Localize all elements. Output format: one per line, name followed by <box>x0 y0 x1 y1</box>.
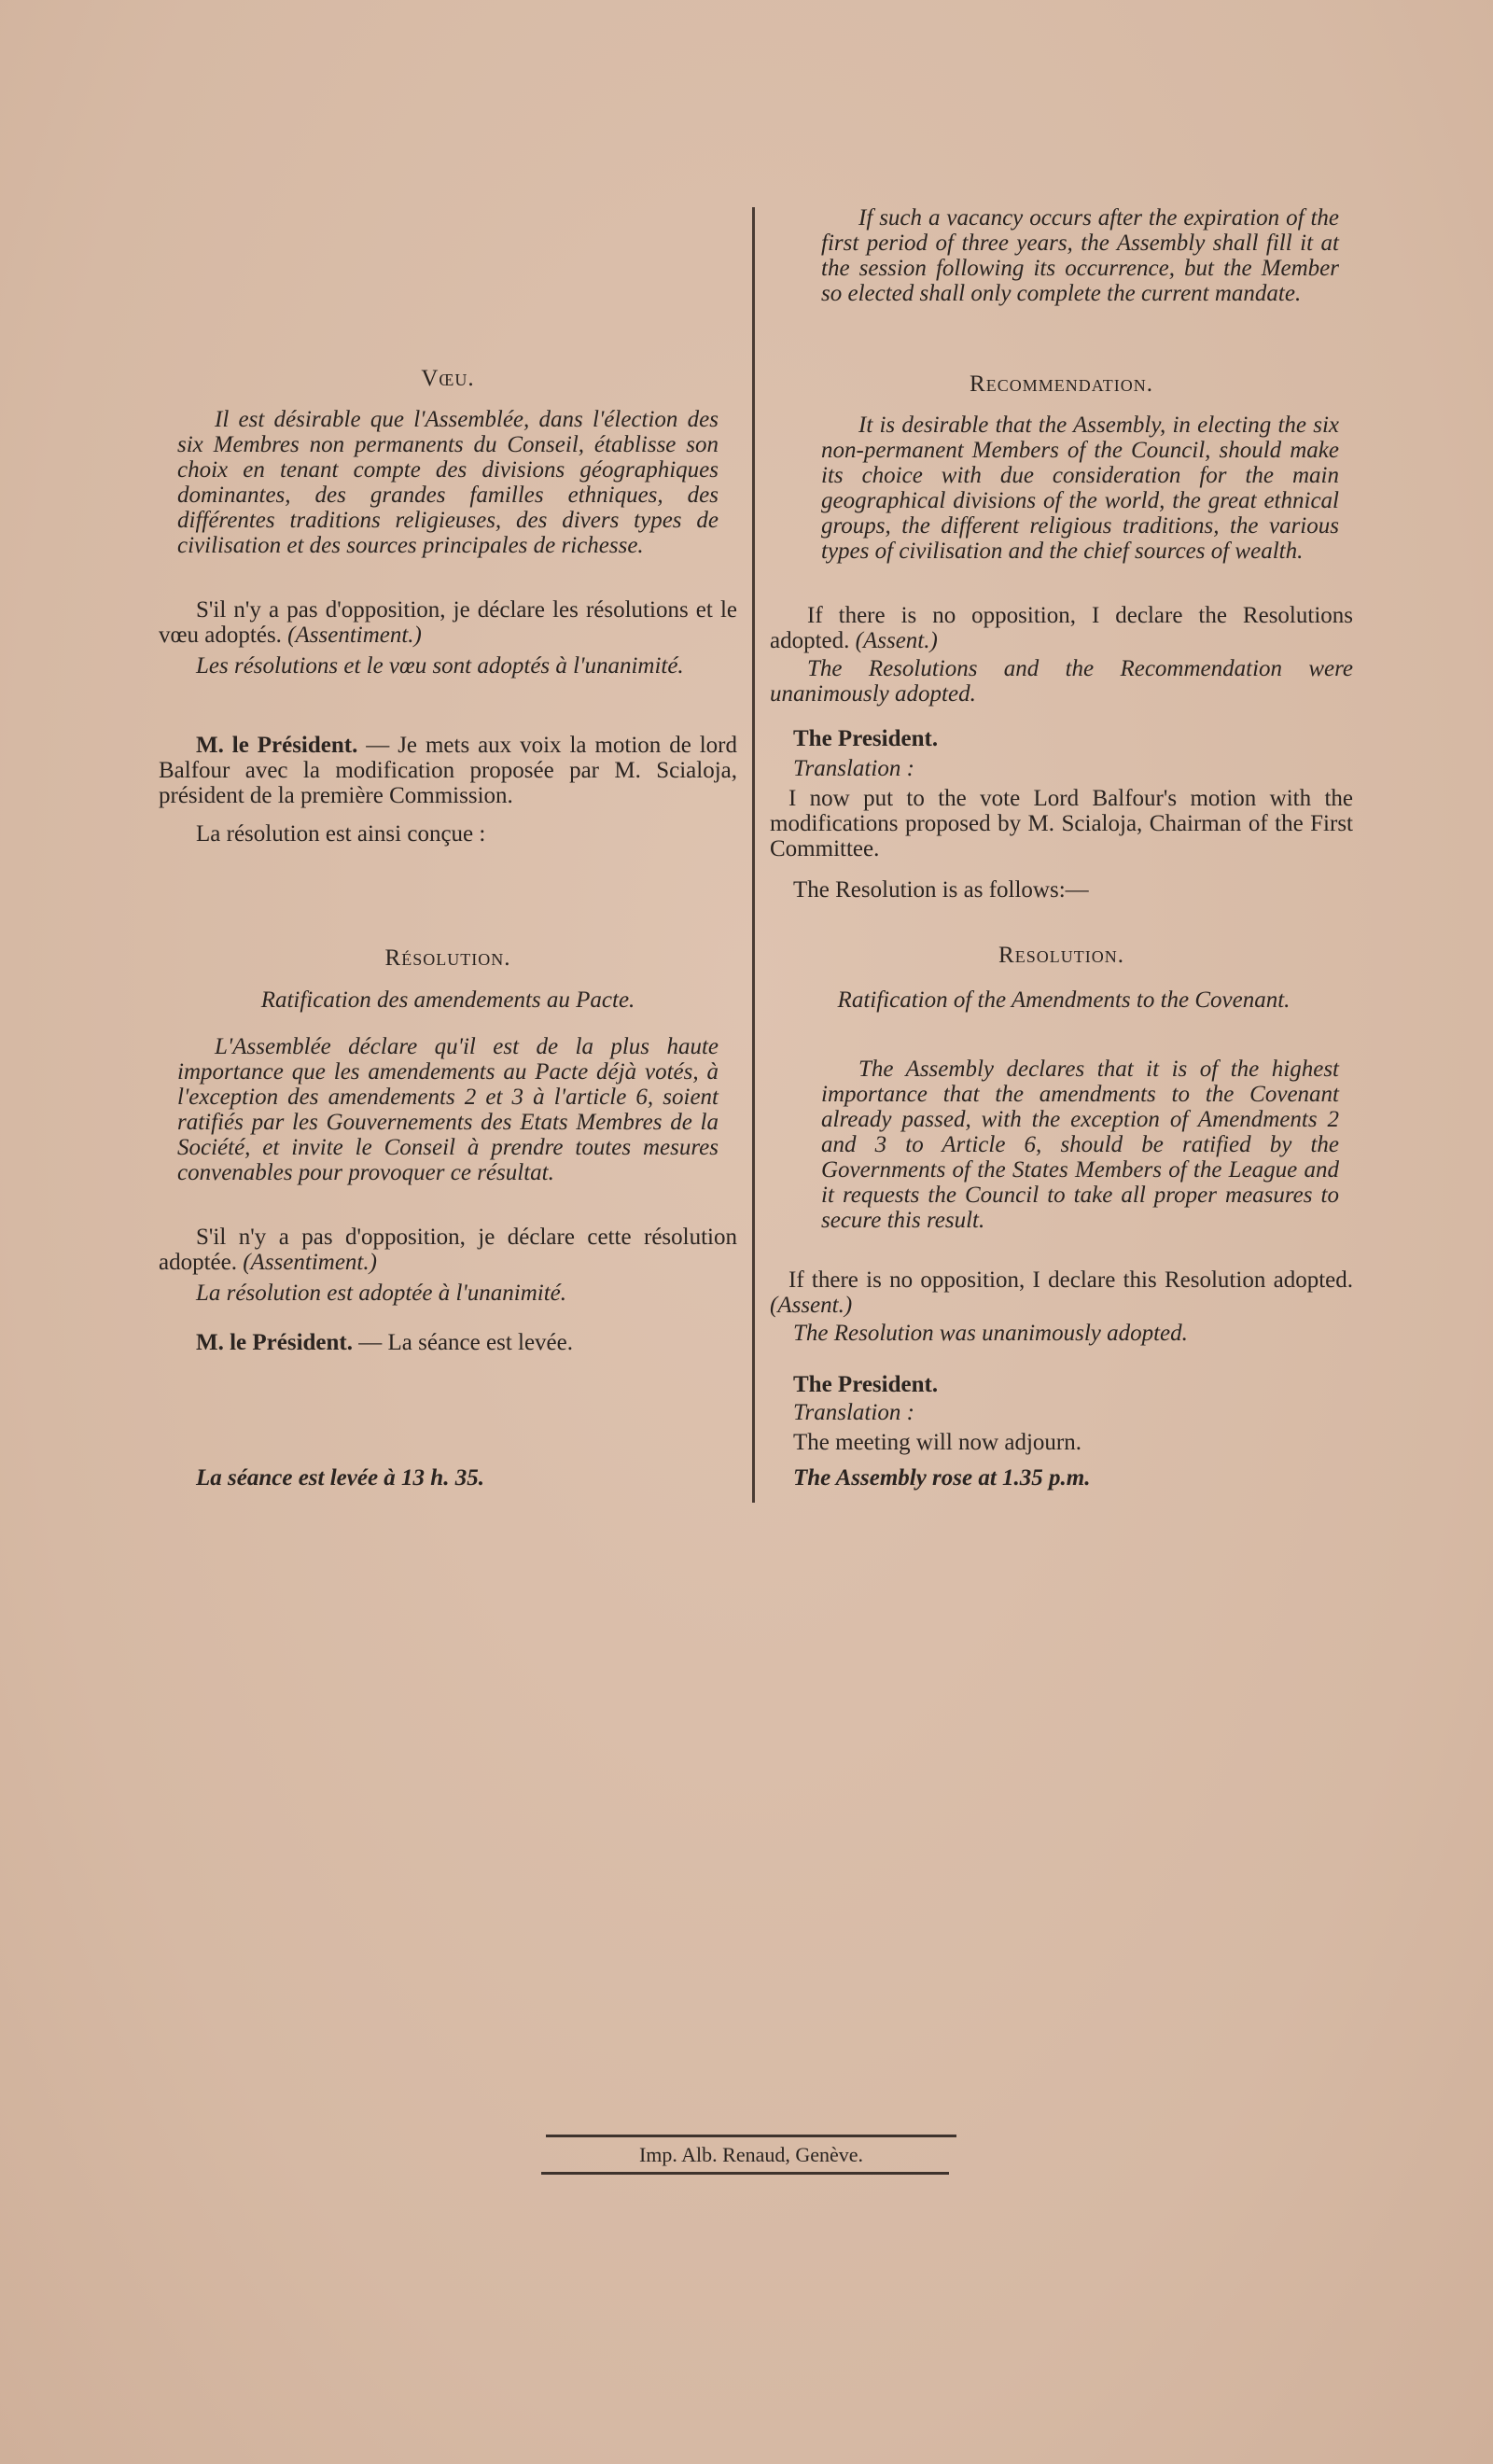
fr-unanimous-note-2: La résolution est adoptée à l'unanimité. <box>196 1281 566 1306</box>
fr-president-text: — Je mets aux voix la motion de lord Balfour avec la modification proposée par M. Scialoja, président de la première Commission. <box>159 733 737 808</box>
en-assent-2: (Assent.) <box>770 1293 853 1318</box>
printer-imprint: Imp. Alb. Renaud, Genève. <box>638 2143 864 2166</box>
fr-resolution-text: L'Assemblée déclare qu'il est de la plus haute importance que les amendements au Pacte déjà votés, à l'exception des amendements 2 et 3 à l'article 6, soient ratifiés par les Gouvernements des Etats Membres de la Société, et invite le Conseil à prendre toutes mesures convenables pour provoquer ce résultat. <box>177 1034 719 1185</box>
en-resolution-subtitle: Ratification of the Amendments to the Covenant. <box>837 987 1291 1013</box>
fr-president-paragraph-2 <box>159 1330 737 1355</box>
en-president-name-2: The President. <box>793 1372 939 1397</box>
fr-assent-2: (Assentiment.) <box>243 1250 377 1275</box>
en-unanimous-note: The Resolutions and the Recommendation were unanimously adopted. <box>770 656 1353 707</box>
en-adjourn-text: The meeting will now adjourn. <box>793 1430 1081 1455</box>
en-president-name: The President. <box>793 726 939 751</box>
en-resolution-intro: The Resolution is as follows:— <box>793 877 1089 903</box>
en-opposition-text-2: If there is no opposition, I declare this Resolution adopted. <box>788 1267 1353 1293</box>
fr-president-name-2: M. le Président. <box>196 1330 354 1355</box>
fr-resolution-intro: La résolution est ainsi conçue : <box>196 821 486 847</box>
fr-president-text-2: — La séance est levée. <box>353 1330 574 1355</box>
voeu-title: Vœu. <box>421 366 475 391</box>
en-opposition-text: If there is no opposition, I declare the Resolutions adopted. <box>770 603 1353 653</box>
fr-resolution-subtitle: Ratification des amendements au Pacte. <box>260 987 635 1013</box>
column-divider <box>752 207 755 1503</box>
en-closing: The Assembly rose at 1.35 p.m. <box>793 1465 1091 1491</box>
en-vacancy-text: If such a vacancy occurs after the expiration of the first period of three years, the Assembly shall fill it at the session following its occurrence, but the Member so elected shall only complete the current mandate. <box>821 205 1339 306</box>
en-resolution-text: The Assembly declares that it is of the highest importance that the amendments to the Covenant already passed, with the exception of Amendments 2 and 3 to Article 6, should be ratified by the Governments of the States Members of the League and it requests the Council to take all proper measures to secure this result. <box>821 1057 1339 1233</box>
en-recommendation-title: Recommendation. <box>970 371 1153 397</box>
fr-resolution-title: Résolution. <box>384 945 511 971</box>
fr-opposition-text: S'il n'y a pas d'opposition, je déclare les résolutions et le vœu adoptés. <box>159 597 737 648</box>
voeu-text: Il est désirable que l'Assemblée, dans l'élection des six Membres non permanents du Conseil, établisse son choix en tenant compte des divisions géographiques dominantes, des grandes familles ethniques, des différentes traditions religieuses, des divers types de civilisation et des sources principales de richesse. <box>177 407 719 558</box>
fr-unanimous-note: Les résolutions et le vœu sont adoptés à l'unanimité. <box>196 653 684 679</box>
en-opposition-paragraph-2 <box>770 1267 1353 1318</box>
fr-assent: (Assentiment.) <box>287 623 422 648</box>
en-unanimous-note-2: The Resolution was unanimously adopted. <box>793 1321 1188 1346</box>
en-recommendation-text: It is desirable that the Assembly, in electing the six non-permanent Members of the Council, should make its choice with due consideration for the main geographical divisions of the world, the great ethnical groups, the different religious traditions, the various types of civilisation and the chief sources of wealth. <box>821 413 1339 564</box>
fr-closing: La séance est levée à 13 h. 35. <box>196 1465 484 1491</box>
fr-president-paragraph <box>159 733 737 808</box>
en-president-text: I now put to the vote Lord Balfour's motion with the modifications proposed by M. Scialoja, Chairman of the First Committee. <box>770 786 1353 861</box>
en-resolution-title: Resolution. <box>998 943 1124 968</box>
footer-rule-bottom <box>541 2172 949 2175</box>
en-assent: (Assent.) <box>855 628 938 653</box>
fr-opposition-paragraph-2 <box>159 1225 737 1275</box>
en-translation-label: Translation : <box>793 756 914 781</box>
fr-opposition-paragraph <box>159 597 737 648</box>
en-translation-label-2: Translation : <box>793 1400 914 1425</box>
fr-opposition-text-2: S'il n'y a pas d'opposition, je déclare cette résolution adoptée. <box>159 1225 737 1275</box>
fr-president-name: M. le Président. <box>196 733 358 758</box>
en-opposition-paragraph <box>770 603 1353 653</box>
footer-rule-top <box>546 2135 956 2137</box>
